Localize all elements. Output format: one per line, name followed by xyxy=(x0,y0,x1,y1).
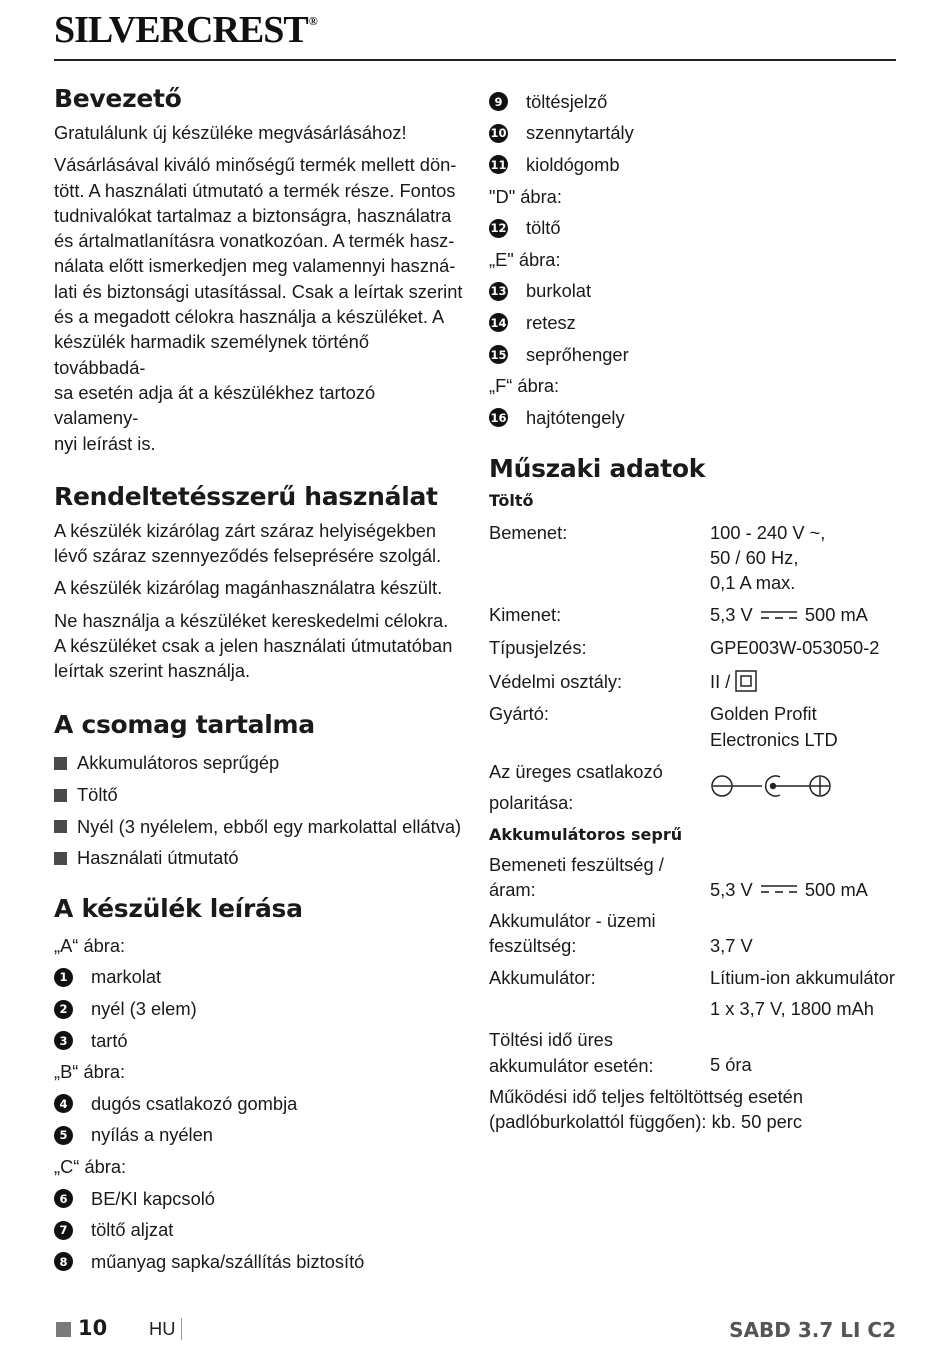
square-marker-icon xyxy=(56,1322,71,1337)
figure-c-label: „C“ ábra: xyxy=(54,1156,127,1178)
charger-subtitle: Töltő xyxy=(489,490,534,510)
number-5-icon: 5 xyxy=(54,1126,73,1145)
part-item: 2 nyél (3 elem) xyxy=(54,993,464,1025)
part-item: 12 töltő xyxy=(490,217,561,239)
square-bullet-icon xyxy=(54,820,67,833)
number-15-icon: 15 xyxy=(489,345,508,364)
brand-text: SILVERCREST xyxy=(54,9,308,51)
left-column xyxy=(54,84,464,1278)
part-item: 14 retesz xyxy=(490,311,576,333)
dc-symbol-icon xyxy=(761,883,797,895)
number-9-icon: 9 xyxy=(489,92,508,111)
part-item: 8 műanyag sapka/szállítás biztosító xyxy=(54,1246,464,1278)
number-10-icon: 10 xyxy=(489,124,508,143)
tech-title: Műszaki adatok xyxy=(489,453,706,483)
square-bullet-icon xyxy=(54,789,67,802)
page-number: 10 xyxy=(78,1316,108,1340)
double-insulation-icon xyxy=(735,670,757,692)
number-7-icon: 7 xyxy=(54,1221,73,1240)
number-12-icon: 12 xyxy=(489,219,508,238)
spec-sweeper-input: Bemeneti feszültség / áram: 5,3 V 500 mA xyxy=(489,853,868,900)
intended-use-p3: Ne használja a készüléket kereskedelmi célokra. A készüléket csak a jelen használati útmutatóban leírtak szerint használja. xyxy=(54,609,453,682)
spec-runtime: Működési idő teljes feltöltöttség esetén (padlóburkolattól függően): kb. 50 perc xyxy=(489,1085,804,1133)
figure-f-label: „F“ ábra: xyxy=(489,375,560,397)
number-3-icon: 3 xyxy=(54,1031,73,1050)
spec-input: Bemenet: 100 - 240 V ~, 50 / 60 Hz, 0,1 A max. xyxy=(489,521,826,594)
part-item: 6 BE/KI kapcsoló xyxy=(54,1183,464,1215)
package-item: Akkumulátoros seprűgép xyxy=(54,748,464,780)
intro-title: Bevezető xyxy=(54,84,182,113)
intended-use-title: Rendeltetésszerű használat xyxy=(54,481,438,511)
number-14-icon: 14 xyxy=(489,313,508,332)
part-item: 13 burkolat xyxy=(490,280,592,302)
header-rule xyxy=(54,59,896,61)
package-item: Töltő xyxy=(54,779,464,811)
square-bullet-icon xyxy=(54,757,67,770)
spec-output: Kimenet: 5,3 V 500 mA xyxy=(489,604,868,626)
spec-type: Típusjelzés: GPE003W-053050-2 xyxy=(489,636,880,658)
package-title: A csomag tartalma xyxy=(54,709,315,739)
number-13-icon: 13 xyxy=(489,282,508,301)
registered-mark: ® xyxy=(308,14,317,28)
spec-manufacturer: Gyártó: Golden Profit Electronics LTD xyxy=(489,703,838,750)
footer-divider xyxy=(181,1318,182,1340)
part-item: 7 töltő aljzat xyxy=(54,1214,464,1246)
number-2-icon: 2 xyxy=(54,1000,73,1019)
number-6-icon: 6 xyxy=(54,1189,73,1208)
model-name: SABD 3.7 LI C2 xyxy=(729,1318,896,1342)
right-column xyxy=(489,86,899,1134)
figure-a-label: „A“ ábra: xyxy=(54,935,126,957)
spec-battery-voltage: Akkumulátor - üzemi feszültség: 3,7 V xyxy=(489,910,753,957)
description-title: A készülék leírása xyxy=(54,894,303,924)
spec-battery: Akkumulátor: Lítium-ion akkumulátor 1 x 3,7 V, 1800 mAh xyxy=(489,966,895,1019)
intended-use-p1: A készülék kizárólag zárt száraz helyiségekben lévő száraz szennyeződés felseprésére szolgál. xyxy=(54,519,442,567)
figure-b-label: „B“ ábra: xyxy=(54,1061,126,1083)
number-8-icon: 8 xyxy=(54,1252,73,1271)
figure-e-label: „E" ábra: xyxy=(489,248,561,270)
package-item: Nyél (3 nyélelem, ebből egy markolattal ellátva) xyxy=(54,811,464,843)
page-footer xyxy=(54,1316,896,1344)
square-bullet-icon xyxy=(54,852,67,865)
part-item: 10 szennytartály xyxy=(490,122,634,144)
number-4-icon: 4 xyxy=(54,1094,73,1113)
part-item: 9 töltésjelző xyxy=(489,86,899,118)
intended-use-p2: A készülék kizárólag magánhasználatra készült. xyxy=(54,577,443,599)
part-item: 3 tartó xyxy=(54,1025,464,1057)
spec-polarity: Az üreges csatlakozó polaritása: xyxy=(489,759,899,816)
part-item: 4 dugós csatlakozó gombja xyxy=(54,1088,464,1120)
language-code: HU xyxy=(149,1318,176,1339)
part-item: 16 hajtótengely xyxy=(490,406,625,428)
dc-symbol-icon xyxy=(761,609,797,621)
part-item: 1 markolat xyxy=(54,962,464,994)
number-11-icon: 11 xyxy=(489,155,508,174)
number-16-icon: 16 xyxy=(489,408,508,427)
sweeper-subtitle: Akkumulátoros seprű xyxy=(489,824,683,844)
part-item: 5 nyílás a nyélen xyxy=(54,1120,464,1152)
intro-p1: Gratulálunk új készüléke megvásárlásához! xyxy=(54,122,407,143)
spec-protection-class: Védelmi osztály: II / xyxy=(489,669,899,694)
package-item: Használati útmutató xyxy=(54,842,464,874)
intro-p2: Vásárlásával kiváló minőségű termék mellett dön- tött. A használati útmutató a termék része. Fontos tudnivalókat tartalmaz a biztonságra, használatra és ártalmatlanításra vonatkozóan. A termék hasz- nálata előtt ismerkedjen meg valamennyi haszná- lati és biztonsági utasítással. Csak a leírtak szerint és a megadott célokra használja a készüléket. A készülék harmadik személynek történő továbbadá- sa esetén adja át a készülékhez tartozó valameny- nyi leírást is. xyxy=(54,154,463,454)
spec-charge-time: Töltési idő üres akkumulátor esetén: 5 óra xyxy=(489,1029,752,1076)
part-item: 11 kioldógomb xyxy=(490,153,620,175)
figure-d-label: "D" ábra: xyxy=(489,185,562,207)
polarity-symbol-icon xyxy=(710,773,832,799)
part-item: 15 seprőhenger xyxy=(490,343,629,365)
number-1-icon: 1 xyxy=(54,968,73,987)
brand-logo xyxy=(54,8,317,52)
